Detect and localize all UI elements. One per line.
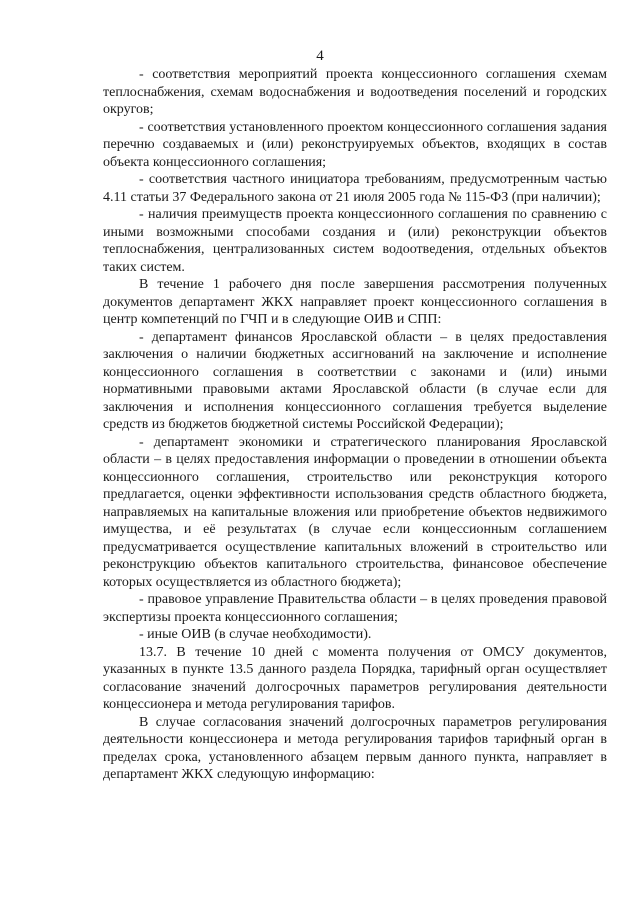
paragraph-submission-deadline: В течение 1 рабочего дня после завершения рассмотрения полученных документов департамент ЖКХ направляет проект концессионного соглашения в центр компетенций по ГЧП и в следующие ОИВ и СПП: (103, 277, 607, 327)
paragraph-finance-department: - департамент финансов Ярославской области – в целях предоставления заключения о наличии бюджетных ассигнований на заключение и исполнение концессионного соглашения в соответствии с законами и (или) иными нормативными правовыми актами Ярославской области (в случае если для заключения и исполнения концессионного соглашения требуется выделение средств из бюджетов бюджетной системы Российской Федерации); (103, 329, 607, 432)
paragraph-economy-department: - департамент экономики и стратегического планирования Ярославской области – в целях предоставления информации о проведении в отношении объекта концессионного соглашения, строительство или реконструкция которого предлагается, оценки эффективности использования средств областного бюджета, направляемых на капитальные вложения или приобретение объектов недвижимого имущества, и её результатах (в случае если концессионным соглашением предусматривается осуществление капитальных вложений в строительство или реконструкцию объектов капитального строительства, финансовое обеспечение которых осуществляется из областного бюджета); (103, 434, 607, 590)
paragraph-initiator-compliance: - соответствия частного инициатора требованиям, предусмотренным частью 4.11 статьи 37 Федерального закона от 21 июля 2005 года № 115-ФЗ (при наличии); (103, 172, 607, 205)
paragraph-legal-department: - правовое управление Правительства области – в целях проведения правовой экспертизы проекта концессионного соглашения; (103, 592, 607, 625)
paragraph-project-advantages: - наличия преимуществ проекта концессионного соглашения по сравнению с иными возможными способами создания и (или) реконструкции объектов теплоснабжения, централизованных систем водоотведения, отдельных объектов таких систем. (103, 207, 607, 275)
page-number: 4 (316, 48, 324, 64)
paragraph-other-authorities: - иные ОИВ (в случае необходимости). (139, 627, 372, 642)
paragraph-task-compliance: - соответствия установленного проектом концессионного соглашения задания перечню создаваемых и (или) реконструируемых объектов, входящих в состав объекта концессионного соглашения; (103, 119, 607, 170)
document-body (103, 66, 607, 784)
paragraph-tariff-approval: В случае согласования значений долгосрочных параметров регулирования деятельности концессионера и метода регулирования тарифов тарифный орган в пределах срока, установленного абзацем первым данного пункта, направляет в департамент ЖКХ следующую информацию: (103, 714, 607, 782)
paragraph-heat-water-schemes: - соответствия мероприятий проекта концессионного соглашения схемам теплоснабжения, схемам водоснабжения и водоотведения поселений и городских округов; (103, 67, 607, 117)
paragraph-section-13-7: 13.7. В течение 10 дней с момента получения от ОМСУ документов, указанных в пункте 13.5 данного раздела Порядка, тарифный орган осуществляет согласование значений долгосрочных параметров регулирования деятельности концессионера и метода регулирования тарифов. (103, 644, 607, 712)
